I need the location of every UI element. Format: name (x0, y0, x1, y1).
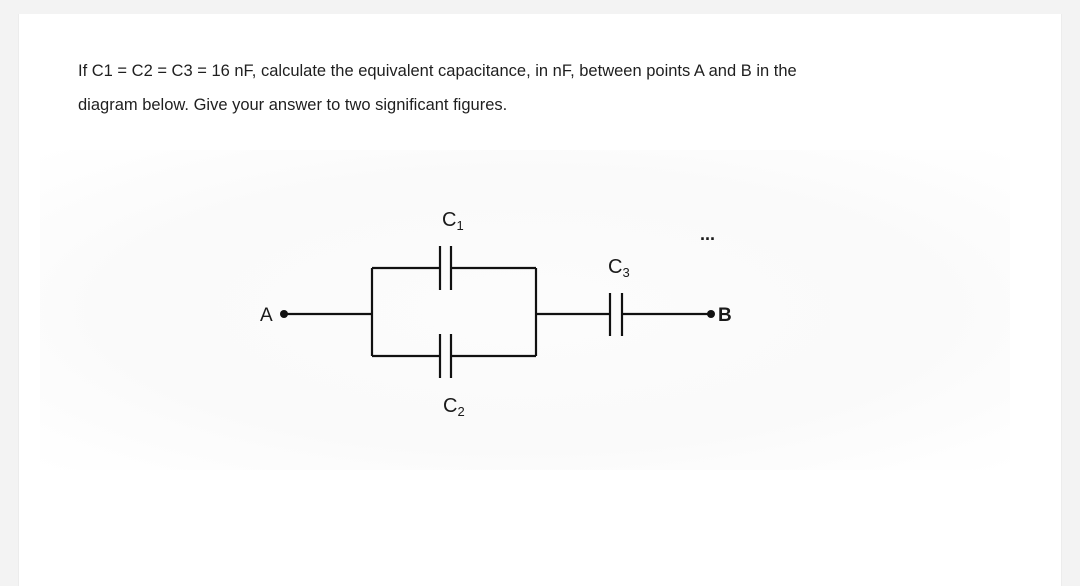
terminal-a-dot (280, 310, 288, 318)
question-line-2: diagram below. Give your answer to two significant figures. (78, 96, 508, 114)
label-c2: $C_2$ (443, 395, 465, 419)
ellipsis-indicator: ... (700, 224, 716, 244)
terminal-b-dot (707, 310, 715, 318)
capacitor-c1 (440, 246, 451, 290)
label-b: B (718, 305, 732, 326)
question-line-1: If C1 = C2 = C3 = 16 nF, calculate the equivalent capacitance, in nF, between points A and B in the (78, 62, 797, 80)
circuit-wires (284, 268, 708, 356)
capacitor-c2 (440, 334, 451, 378)
label-a: A (260, 305, 273, 326)
capacitor-c3 (610, 293, 622, 336)
label-c3: $C_3$ (608, 256, 630, 280)
label-c1: $C_1$ (442, 209, 464, 233)
